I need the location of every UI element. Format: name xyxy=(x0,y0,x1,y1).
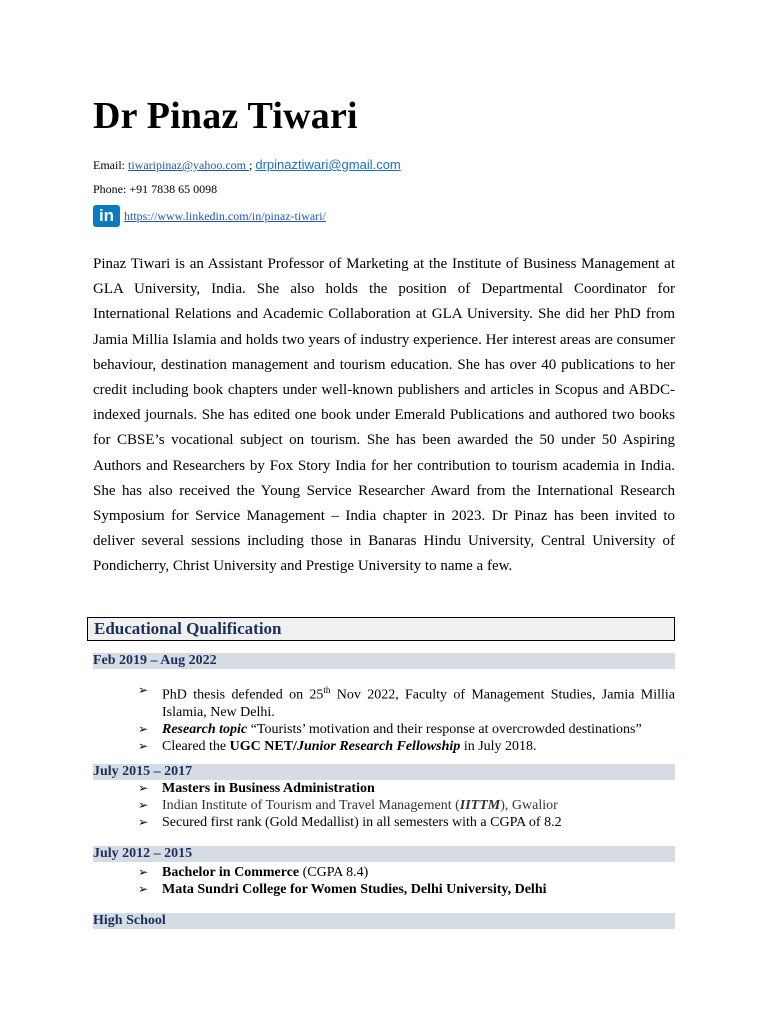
period-items xyxy=(138,780,675,831)
arrow-bullet-icon: ➢ xyxy=(138,738,149,753)
phone-number: +91 7838 65 0098 xyxy=(129,182,218,196)
list-item: ➢ Indian Institute of Tourism and Travel Management (IITTM), Gwalior xyxy=(138,798,558,813)
email-link-gmail[interactable]: drpinaztiwari@gmail.com xyxy=(255,157,401,172)
arrow-bullet-icon: ➢ xyxy=(138,815,149,829)
period-bar: July 2015 – 2017 xyxy=(93,764,675,780)
list-item: ➢ Masters in Business Administration xyxy=(138,781,375,796)
arrow-bullet-icon: ➢ xyxy=(138,683,149,697)
arrow-bullet-icon: ➢ xyxy=(138,721,149,736)
email-link-yahoo[interactable]: tiwaripinaz@yahoo.com xyxy=(128,158,250,172)
list-item: ➢ PhD thesis defended on 25th Nov 2022, Faculty of Management Studies, Jamia Millia Islamia, New Delhi. xyxy=(138,683,675,720)
section-header-education xyxy=(87,617,675,641)
phone-line xyxy=(93,181,217,197)
arrow-bullet-icon: ➢ xyxy=(138,882,149,896)
arrow-bullet-icon: ➢ xyxy=(138,798,149,812)
linkedin-icon[interactable]: in xyxy=(93,205,120,227)
period-items xyxy=(138,682,675,755)
list-item: ➢ Cleared the UGC NET/Junior Research Fellowship in July 2018. xyxy=(138,738,537,754)
phone-label: Phone: xyxy=(93,182,127,196)
linkedin-link[interactable]: https://www.linkedin.com/in/pinaz-tiwari/ xyxy=(124,209,326,223)
list-item: ➢ Mata Sundri College for Women Studies, Delhi University, Delhi xyxy=(138,882,547,897)
research-topic-label: Research topic xyxy=(162,721,248,737)
biography-paragraph: Pinaz Tiwari is an Assistant Professor of Marketing at the Institute of Business Management at GLA University, India. She also holds the position of Departmental Coordinator for International Relations and Academic Collaboration at GLA University. She did her PhD from Jamia Millia Islamia and holds two years of industry experience. Her interest areas are consumer behaviour, destination management and tourism education. She has over 40 publications to her credit including book chapters under well-known publishers and articles in Scopus and ABDC-indexed journals. She has edited one book under Emerald Publications and authored two books for CBSE’s vocational subject on tourism. She has been awarded the 50 under 50 Aspiring Authors and Researchers by Fox Story India for her contribution to tourism academia in India. She has also received the Young Service Researcher Award from the International Research Symposium for Service Management – India chapter in 2023. Dr Pinaz has been invited to deliver several sessions including those in Banaras Hindu University, Central University of Pondicherry, Christ University and Prestige University to name a few. xyxy=(93,256,675,575)
period-bar: Feb 2019 – Aug 2022 xyxy=(93,653,675,669)
period-items xyxy=(138,864,675,898)
section-title: Educational Qualification xyxy=(94,619,282,638)
email-line xyxy=(93,157,401,173)
candidate-name: Dr Pinaz Tiwari xyxy=(93,95,358,137)
email-separator: ; xyxy=(249,158,253,172)
period-bar: July 2012 – 2015 xyxy=(93,846,675,862)
email-label: Email: xyxy=(93,158,125,172)
list-item: ➢ Bachelor in Commerce (CGPA 8.4) xyxy=(138,865,369,880)
arrow-bullet-icon: ➢ xyxy=(138,781,149,795)
list-item: ➢ Secured first rank (Gold Medallist) in all semesters with a CGPA of 8.2 xyxy=(138,815,562,830)
arrow-bullet-icon: ➢ xyxy=(138,865,149,879)
period-bar: High School xyxy=(93,913,675,929)
linkedin-line xyxy=(93,205,326,227)
list-item: ➢ Research topic “Tourists’ motivation and their response at overcrowded destinations” xyxy=(138,721,642,737)
